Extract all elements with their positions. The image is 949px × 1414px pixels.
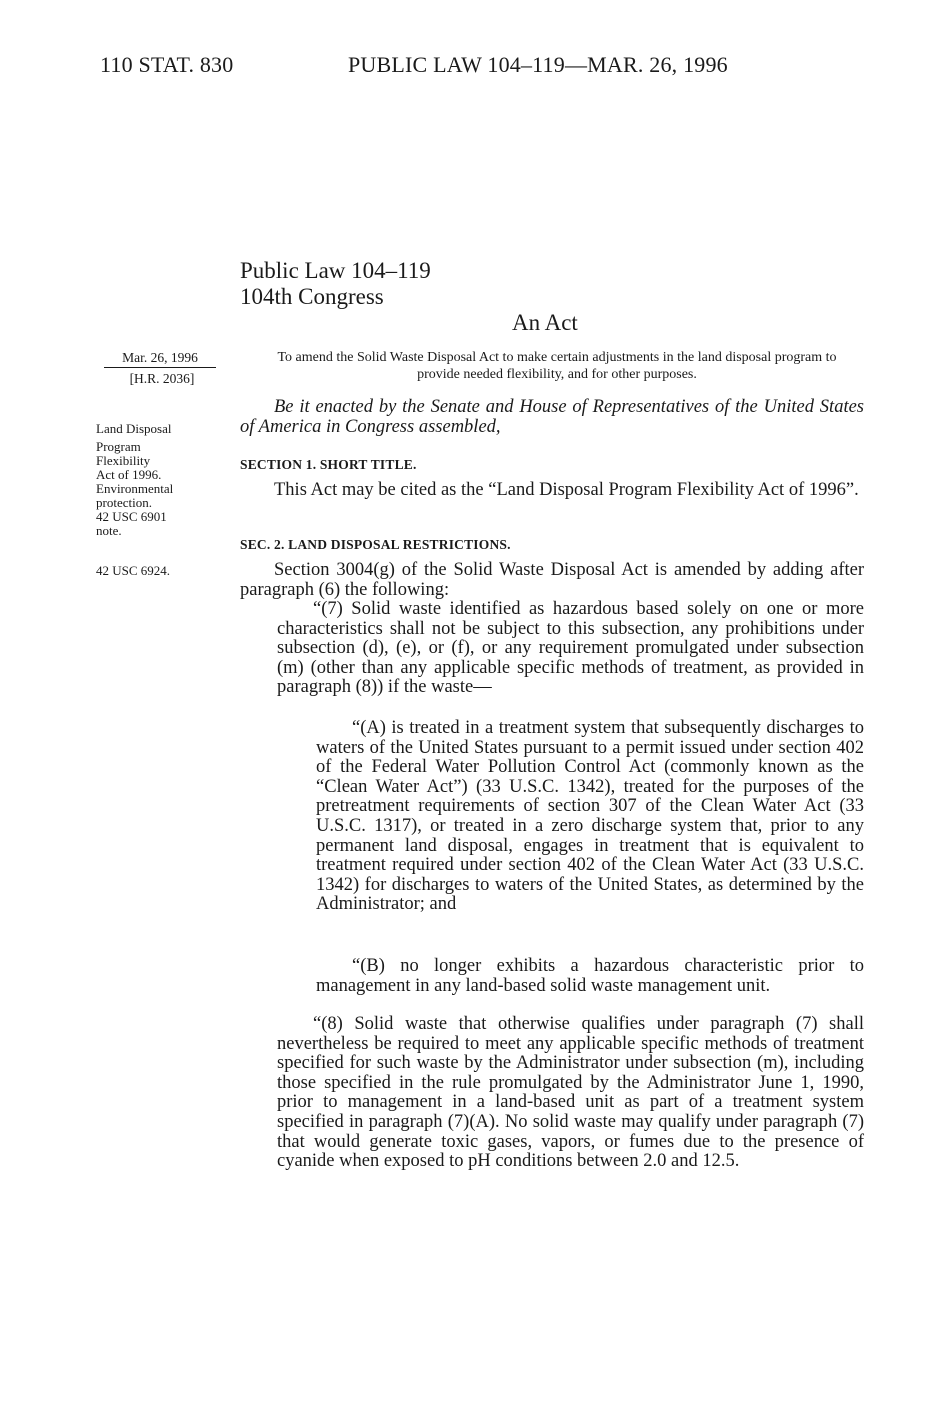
margin-note-line: note. <box>96 523 122 538</box>
bill-number: [H.R. 2036] <box>129 371 195 386</box>
subparagraph-7a <box>316 719 864 915</box>
paragraph-7 <box>277 600 864 698</box>
margin-note-line: Program <box>96 439 141 454</box>
enactment-date: Mar. 26, 1996 <box>104 349 216 368</box>
section-1-text <box>240 481 864 501</box>
section-1-heading: SECTION 1. SHORT TITLE. <box>240 457 417 472</box>
section-2-heading: SEC. 2. LAND DISPOSAL RESTRICTIONS. <box>240 537 511 552</box>
law-number: Public Law 104–119 <box>240 258 431 283</box>
running-title: PUBLIC LAW 104–119—MAR. 26, 1996 <box>348 52 728 77</box>
congress: 104th Congress <box>240 284 384 309</box>
stat-citation: 110 STAT. 830 <box>100 52 234 77</box>
margin-note-sec2: 42 USC 6924. <box>96 563 171 578</box>
subparagraph-7b <box>316 957 864 996</box>
subparagraph-7a-text: “(A) is treated in a treatment system that subsequently discharges to waters of the United States pursuant to a permit issued under section 402 of the Federal Water Pollution Control Act (commonly known as the “Clean Water Act”) (33 U.S.C. 1342), treated for the purposes of the pretreatment requirements of section 307 of the Clean Water Act (33 U.S.C. 1317), or treated in a zero discharge system that, prior to any permanent land disposal, engages in treatment that is equivalent to treatment required under section 402 of the Clean Water Act (33 U.S.C. 1342) for discharges to waters of the United States, as determined by the Administrator; and <box>316 718 864 915</box>
margin-note-line: 42 USC 6901 <box>96 509 167 524</box>
section-2-intro <box>240 561 864 600</box>
margin-note-short-title <box>96 422 216 538</box>
paragraph-7-text: “(7) Solid waste identified as hazardous based solely on one or more characteristics shall not be subject to this subsection, any prohibitions under subsection (d), (e), or (f), or any requirement promulgated under subsection (m) (other than any applicable specific methods of treatment, as provided in paragraph (8)) if the waste— <box>277 599 864 698</box>
margin-note-line: Act of 1996. <box>96 467 162 482</box>
section-2-intro-text: Section 3004(g) of the Solid Waste Disposal Act is amended by adding after paragraph (6) the following: <box>240 560 864 600</box>
purpose-statement: To amend the Solid Waste Disposal Act to make certain adjustments in the land disposal program to provide needed flexibility, and for other purposes. <box>277 350 837 382</box>
paragraph-8-text: “(8) Solid waste that otherwise qualifies under paragraph (7) shall nevertheless be required to meet any applicable specific methods of treatment specified for such waste by the Administrator under subsection (m), including those specified in the rule promulgated by the Administrator June 1, 1990, prior to management in a land-based unit as part of a treatment system specified in paragraph (7)(A). No solid waste may qualify under paragraph (7) that would generate toxic gases, vapors, or fumes due to the presence of cyanide when exposed to pH conditions between 2.0 and 12.5. <box>277 1014 864 1172</box>
margin-date-block <box>108 349 216 387</box>
margin-note-line: Environmental <box>96 481 174 496</box>
title-block <box>240 258 431 310</box>
short-title-paragraph: This Act may be cited as the “Land Disposal Program Flexibility Act of 1996”. <box>274 480 859 500</box>
margin-note-line: Land Disposal <box>96 421 172 436</box>
enacting-clause: Be it enacted by the Senate and House of Representatives of the United States of America in Congress assembled, <box>240 397 864 437</box>
margin-note-line: protection. <box>96 495 152 510</box>
subparagraph-7b-text: “(B) no longer exhibits a hazardous characteristic prior to management in any land-based solid waste management unit. <box>316 956 864 996</box>
paragraph-8 <box>277 1015 864 1172</box>
act-heading: An Act <box>512 310 578 335</box>
margin-note-line: Flexibility <box>96 453 151 468</box>
